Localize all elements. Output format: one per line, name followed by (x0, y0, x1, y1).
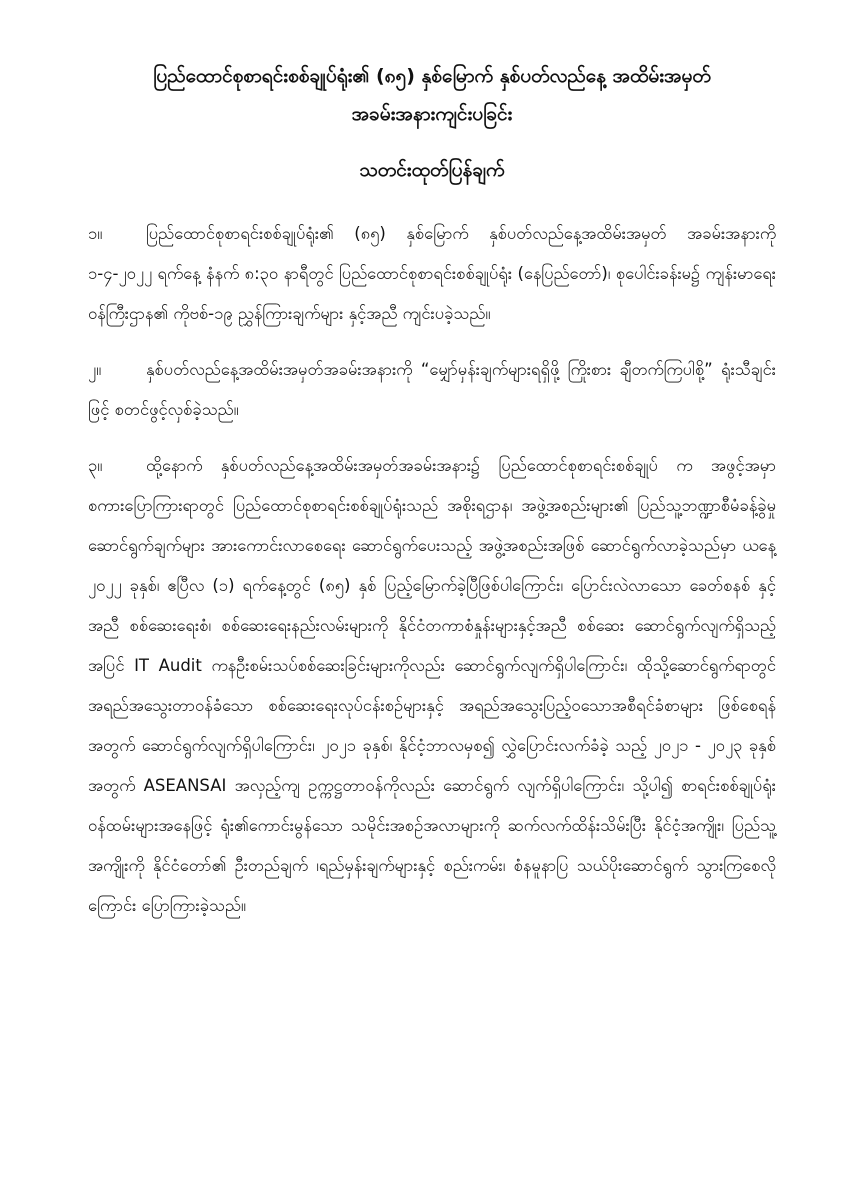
paragraph-2 (88, 350, 776, 430)
document-title-line-1: ပြည်ထောင်စုစာရင်းစစ်ချုပ်ရုံး၏ (၈၅) နှစ်မြောက် နှစ်ပတ်လည်နေ့ အထိမ်းအမှတ် (153, 65, 711, 87)
paragraph-number: ၃။ (88, 456, 103, 475)
document-title-line-2: အခမ်းအနားကျင်းပခြင်း (351, 103, 513, 125)
press-release-heading: သတင်းထုတ်ပြန်ချက် (359, 159, 505, 181)
paragraph-number: ၁။ (88, 224, 103, 243)
paragraph-text: ပြည်ထောင်စုစာရင်းစစ်ချုပ်ရုံး၏ (၈၅) နှစ်မြောက် နှစ်ပတ်လည်နေ့အထိမ်းအမှတ် အခမ်းအနားကို ၁-၄-၂၀၂၂ ရက်နေ့ နံနက် ၈:၃၀ နာရီတွင် ပြည်ထောင်စုစာရင်းစစ်ချုပ်ရုံး (နေပြည်တော်)၊ စုပေါင်းခန်းမ၌ ကျန်းမာရေးဝန်ကြီးဌာန၏ ကိုဗစ်-၁၉ ညွှန်ကြားချက်များ နှင့်အညီ ကျင်းပခဲ့သည်။ (88, 224, 776, 323)
paragraph-1 (88, 214, 776, 334)
paragraph-3 (88, 446, 776, 926)
paragraph-text: ထို့နောက် နှစ်ပတ်လည်နေ့အထိမ်းအမှတ်အခမ်းအနား၌ ပြည်ထောင်စုစာရင်းစစ်ချုပ် က အဖွင့်အမှာစကားပြောကြားရာတွင် ပြည်ထောင်စုစာရင်းစစ်ချုပ်ရုံးသည် အစိုးရဌာန၊ အဖွဲ့အစည်းများ၏ ပြည်သူ့ဘဏ္ဍာစီမံခန့်ခွဲမှုဆောင်ရွက်ချက်များ အားကောင်းလာစေရေး ဆောင်ရွက်ပေးသည့် အဖွဲ့အစည်းအဖြစ် ဆောင်ရွက်လာခဲ့သည်မှာ ယနေ့ ၂၀၂၂ ခုနှစ်၊ ဧပြီလ (၁) ရက်နေ့တွင် (၈၅) နှစ် ပြည့်မြောက်ခဲ့ပြီဖြစ်ပါကြောင်း၊ ပြောင်းလဲလာသော ခေတ်စနစ် နှင့်အညီ စစ်ဆေးရေးစံ၊ စစ်ဆေးရေးနည်းလမ်းများကို နိုင်ငံတကာစံနှုန်းများနှင့်အညီ စစ်ဆေး ဆောင်ရွက်လျက်ရှိသည့်အပြင် IT Audit ကနဦးစမ်းသပ်စစ်ဆေးခြင်းများကိုလည်း ဆောင်ရွက်လျက်ရှိပါကြောင်း၊ ထိုသို့ဆောင်ရွက်ရာတွင် အရည်အသွေးတာဝန်ခံသော စစ်ဆေးရေးလုပ်ငန်းစဉ်များနှင့် အရည်အသွေးပြည့်ဝသောအစီရင်ခံစာများ ဖြစ်စေရန် အတွက် ဆောင်ရွက်လျက်ရှိပါကြောင်း၊ ၂၀၂၁ ခုနှစ်၊ နိုင်ငံ့ဘာလမှစ၍ လွှဲပြောင်းလက်ခံခဲ့ သည့် ၂၀၂၁ - ၂၀၂၃ ခုနှစ်အတွက် ASEANSAI အလှည့်ကျ ဥက္ကဋ္ဌတာဝန်ကိုလည်း ဆောင်ရွက် လျက်ရှိပါကြောင်း၊ သို့ပါ၍ စာရင်းစစ်ချုပ်ရုံးဝန်ထမ်းများအနေဖြင့် ရုံး၏ကောင်းမွန်သော သမိုင်းအစဉ်အလာများကို ဆက်လက်ထိန်းသိမ်းပြီး နိုင်ငံ့အကျိုး၊ ပြည်သူ့အကျိုးကို နိုင်ငံတော်၏ ဦးတည်ချက် ၊ရည်မှန်းချက်များနှင့် စည်းကမ်း၊ စံနမူနာပြ သယ်ပိုးဆောင်ရွက် သွားကြစေလိုကြောင်း ပြောကြားခဲ့သည်။ (88, 456, 776, 915)
paragraph-text: နှစ်ပတ်လည်နေ့အထိမ်းအမှတ်အခမ်းအနားကို “မျှော်မှန်းချက်များရရှိဖို့ ကြိုးစား ချီတက်ကြပါစို့” ရုံးသီချင်းဖြင့် စတင်ဖွင့်လှစ်ခဲ့သည်။ (88, 360, 776, 419)
paragraph-number: ၂။ (88, 360, 102, 379)
